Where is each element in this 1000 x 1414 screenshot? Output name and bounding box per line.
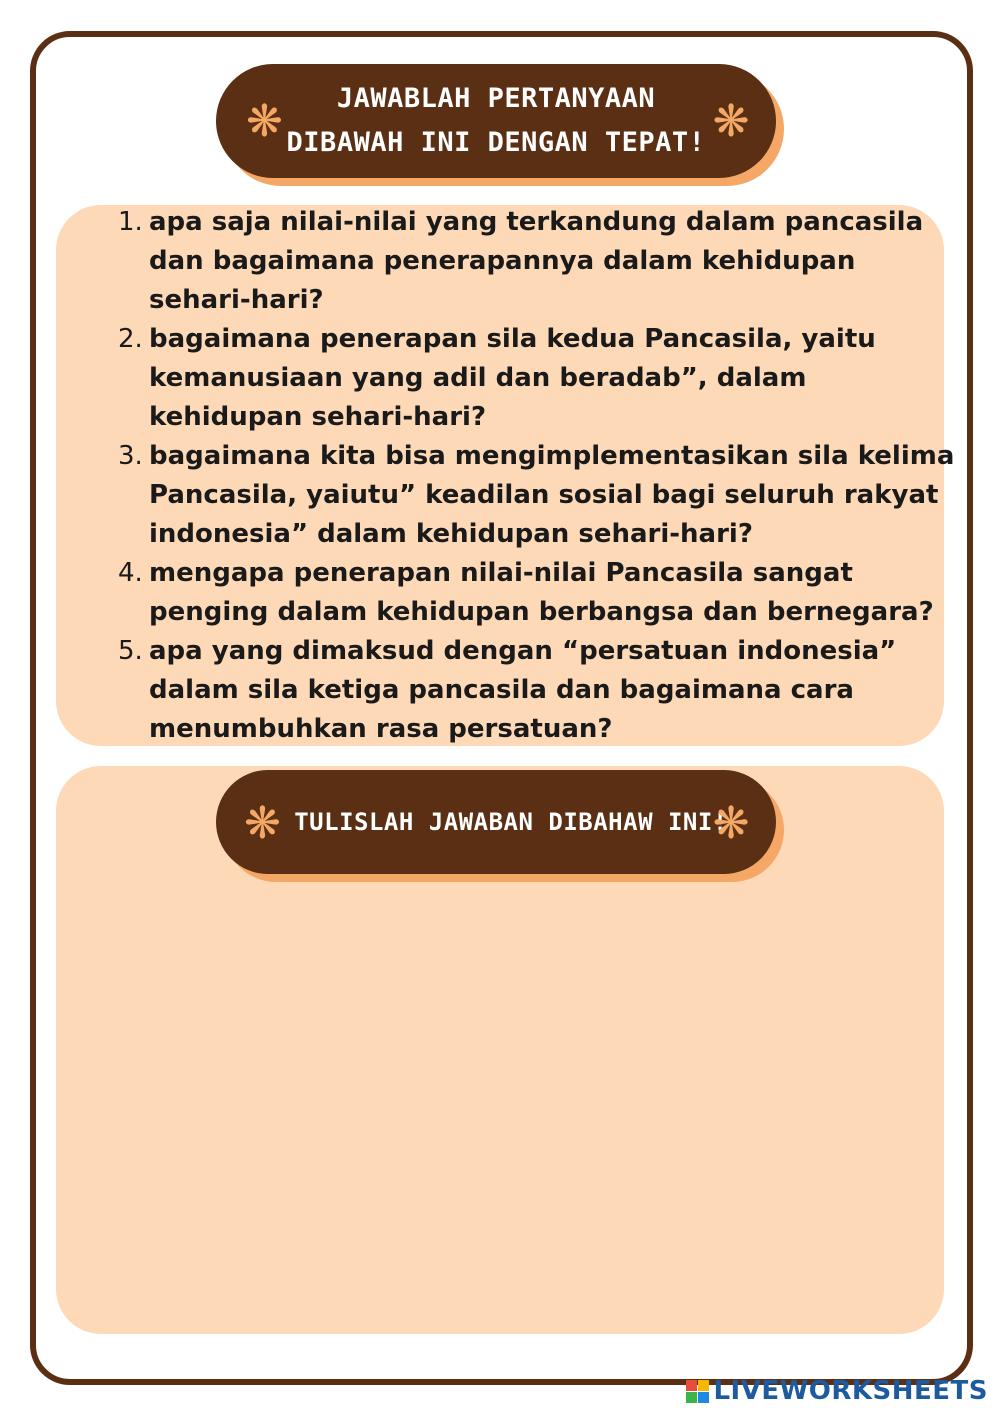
- question-text: apa yang dimaksud dengan “persatuan indonesia” dalam sila ketiga pancasila dan bagaimana cara menumbuhkan rasa persatuan?: [149, 636, 897, 744]
- question-item: [118, 437, 958, 554]
- flower-icon: ❋: [244, 798, 282, 849]
- flower-icon: ❋: [712, 96, 750, 147]
- question-number: 5.: [118, 636, 143, 666]
- question-number: 4.: [118, 558, 143, 588]
- question-text: apa saja nilai-nilai yang terkandung dalam pancasila dan bagaimana penerapannya dalam kehidupan sehari-hari?: [149, 207, 924, 315]
- question-text: bagaimana penerapan sila kedua Pancasila, yaitu kemanusiaan yang adil dan beradab”, dalam kehidupan sehari-hari?: [149, 324, 876, 432]
- question-item: [118, 320, 958, 437]
- answer-label: TULISLAH JAWABAN DIBAHAW INI!: [294, 808, 728, 836]
- question-item: [118, 632, 958, 749]
- flower-icon: ❋: [712, 798, 750, 849]
- page-title: JAWABLAH PERTANYAAN DIBAWAH INI DENGAN TEPAT!: [286, 83, 706, 158]
- question-list: [118, 203, 958, 749]
- question-item: [118, 203, 958, 320]
- question-text: mengapa penerapan nilai-nilai Pancasila sangat penging dalam kehidupan berbangsa dan bernegara?: [149, 558, 934, 627]
- question-text: bagaimana kita bisa mengimplementasikan sila kelima Pancasila, yaiutu” keadilan sosial bagi seluruh rakyat indonesia” dalam kehidupan sehari-hari?: [149, 441, 955, 549]
- question-item: [118, 554, 958, 632]
- answer-banner: [216, 770, 776, 874]
- liveworksheets-watermark: [686, 1376, 988, 1406]
- liveworksheets-logo-icon: [686, 1380, 709, 1403]
- question-number: 2.: [118, 324, 143, 354]
- title-banner: [216, 64, 776, 178]
- question-number: 3.: [118, 441, 143, 471]
- question-number: 1.: [118, 207, 143, 237]
- watermark-text: LIVEWORKSHEETS: [713, 1376, 988, 1406]
- flower-icon: ❋: [246, 96, 284, 147]
